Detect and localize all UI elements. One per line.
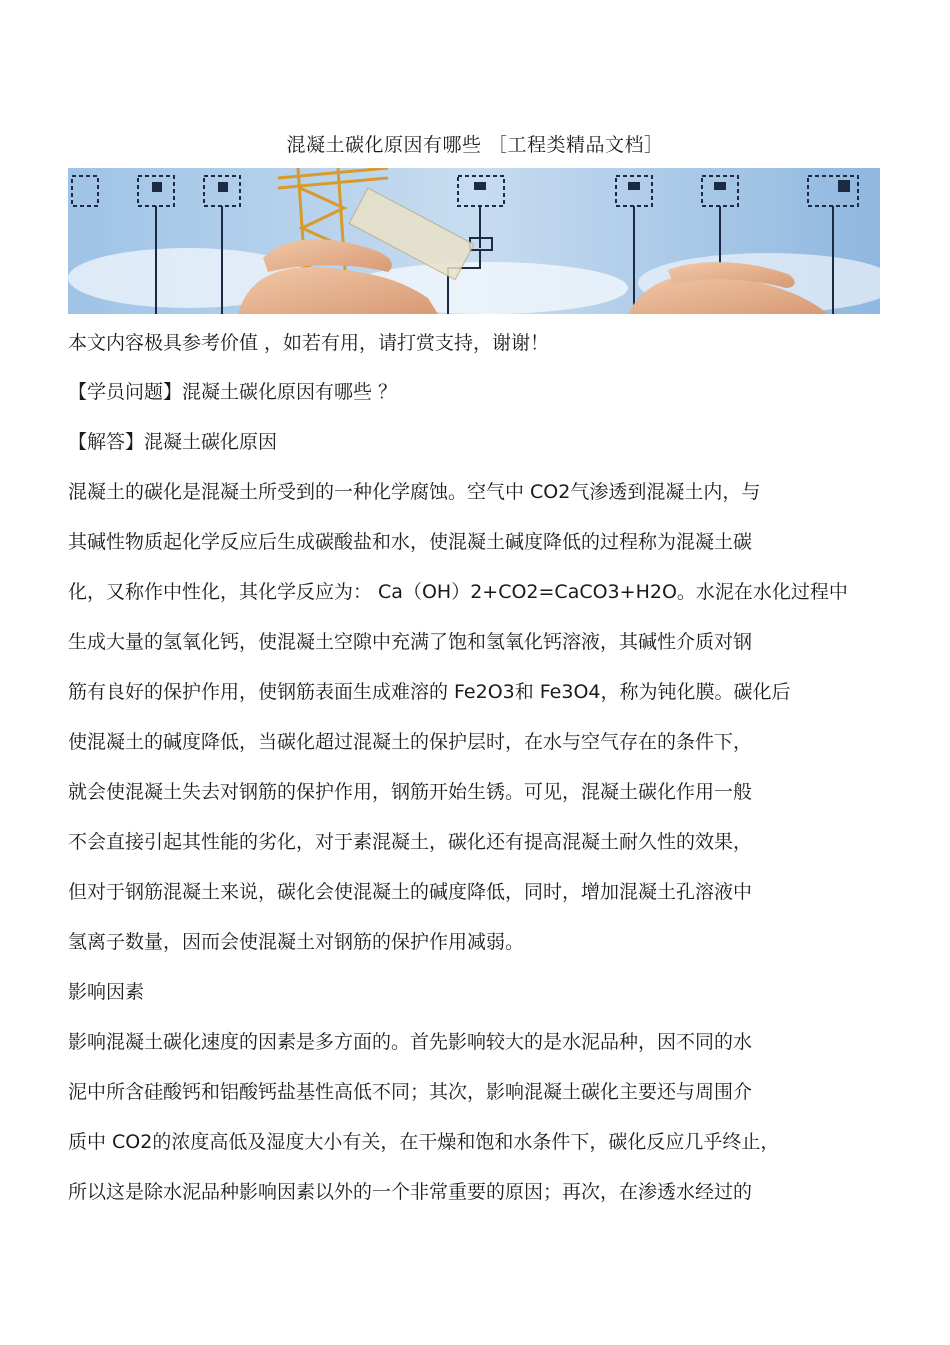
body-line: 影响混凝土碳化速度的因素是多方面的。首先影响较大的是水泥品种，因不同的水 <box>68 1031 753 1053</box>
banner-image <box>68 168 880 314</box>
body-line: 但对于钢筋混凝土来说，碳化会使混凝土的碱度降低，同时，增加混凝土孔溶液中 <box>68 881 753 903</box>
question-line: 【学员问题】混凝土碳化原因有哪些 ？ <box>68 381 398 403</box>
body-line: 化，又称作中性化，其化学反应为： Ca（OH）2+CO2=CaCO3+H2O。水泥在水化过程中 <box>68 581 848 603</box>
body-line: 质中 CO2的浓度高低及湿度大小有关，在干燥和饱和水条件下，碳化反应几乎终止， <box>68 1131 780 1153</box>
body-line: 所以这是除水泥品种影响因素以外的一个非常重要的原因；再次，在渗透水经过的 <box>68 1181 753 1203</box>
body-line: 其碱性物质起化学反应后生成碳酸盐和水，使混凝土碱度降低的过程称为混凝土碳 <box>68 531 753 553</box>
document-title: 混凝土碳化原因有哪些 ［工程类精品文档］ <box>286 134 664 156</box>
body-line: 筋有良好的保护作用，使钢筋表面生成难溶的 Fe2O3和 Fe3O4，称为钝化膜。碳化后 <box>68 681 791 703</box>
body-line: 不会直接引起其性能的劣化，对于素混凝土，碳化还有提高混凝土耐久性的效果， <box>68 831 753 853</box>
body-line: 泥中所含硅酸钙和铝酸钙盐基性高低不同；其次，影响混凝土碳化主要还与周围介 <box>68 1081 753 1103</box>
body-line: 使混凝土的碱度降低，当碳化超过混凝土的保护层时，在水与空气存在的条件下， <box>68 731 753 753</box>
body-line: 氢离子数量，因而会使混凝土对钢筋的保护作用减弱。 <box>68 931 525 953</box>
body-line: 生成大量的氢氧化钙，使混凝土空隙中充满了饱和氢氧化钙溶液，其碱性介质对钢 <box>68 631 753 653</box>
intro-line: 本文内容极具参考价值 ，如若有用，请打赏支持，谢谢！ <box>68 332 550 354</box>
body-line: 混凝土的碳化是混凝土所受到的一种化学腐蚀。空气中 CO2气渗透到混凝土内，与 <box>68 481 761 503</box>
answer-heading: 【解答】混凝土碳化原因 <box>68 431 278 453</box>
body-line: 就会使混凝土失去对钢筋的保护作用，钢筋开始生锈。可见，混凝土碳化作用一般 <box>68 781 753 803</box>
construction-banner-graphic <box>68 168 880 314</box>
section-heading: 影响因素 <box>68 981 145 1003</box>
